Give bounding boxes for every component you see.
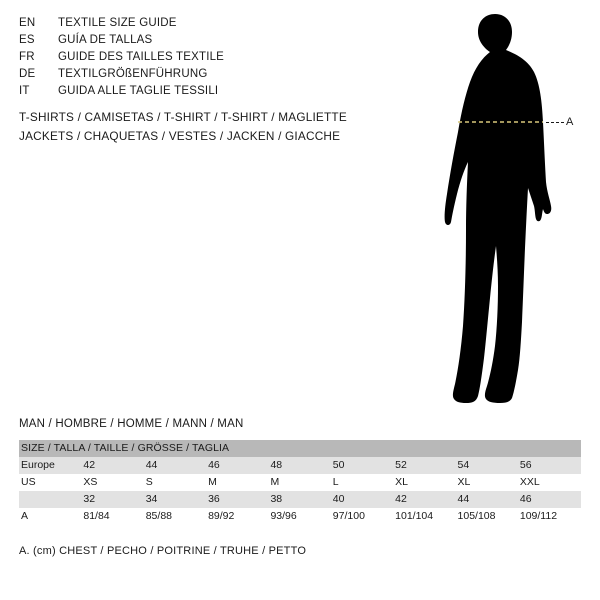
cell: 48 — [268, 457, 330, 474]
language-code: ES — [19, 34, 35, 46]
row-label: A — [19, 508, 81, 525]
table-caption: MAN / HOMBRE / HOMME / MANN / MAN — [19, 418, 244, 430]
footnote: A. (cm) CHEST / PECHO / POITRINE / TRUHE / PETTO — [19, 545, 307, 557]
cell: M — [268, 474, 330, 491]
language-row — [19, 68, 379, 85]
cell: 52 — [393, 457, 455, 474]
cell: 93/96 — [268, 508, 330, 525]
cell: 42 — [81, 457, 143, 474]
cell: XXL — [518, 474, 581, 491]
language-list — [19, 17, 379, 102]
cell: 44 — [144, 457, 206, 474]
table-row — [19, 491, 581, 508]
cell: 40 — [331, 491, 393, 508]
chest-measure-line — [400, 10, 600, 410]
cell: XS — [81, 474, 143, 491]
language-code: IT — [19, 85, 30, 97]
row-label: US — [19, 474, 81, 491]
garment-line-jackets: JACKETS / CHAQUETAS / VESTES / JACKEN / GIACCHE — [19, 129, 341, 143]
language-code: FR — [19, 51, 35, 63]
language-row — [19, 51, 379, 68]
cell: 109/112 — [518, 508, 581, 525]
chest-pointer-dashes — [546, 122, 564, 125]
cell: XL — [393, 474, 455, 491]
cell: 32 — [81, 491, 143, 508]
cell: 36 — [206, 491, 268, 508]
row-label: Europe — [19, 457, 81, 474]
cell: M — [206, 474, 268, 491]
table-row — [19, 508, 581, 525]
language-row — [19, 85, 379, 102]
cell: L — [331, 474, 393, 491]
language-text: GUIDE DES TAILLES TEXTILE — [58, 51, 225, 63]
garment-line-tshirts: T-SHIRTS / CAMISETAS / T-SHIRT / T-SHIRT / MAGLIETTE — [19, 110, 347, 124]
cell: 105/108 — [456, 508, 518, 525]
chest-marker-label: A — [566, 116, 574, 128]
cell: 101/104 — [393, 508, 455, 525]
cell: 50 — [331, 457, 393, 474]
cell: 54 — [456, 457, 518, 474]
male-silhouette-figure — [400, 10, 600, 410]
cell: 38 — [268, 491, 330, 508]
cell: 46 — [518, 491, 581, 508]
cell: XL — [456, 474, 518, 491]
size-table — [19, 440, 581, 525]
cell: 34 — [144, 491, 206, 508]
language-text: GUÍA DE TALLAS — [58, 34, 153, 46]
cell: 97/100 — [331, 508, 393, 525]
language-text: TEXTILGRÖßENFÜHRUNG — [58, 68, 208, 80]
cell: 85/88 — [144, 508, 206, 525]
cell: S — [144, 474, 206, 491]
cell: 42 — [393, 491, 455, 508]
language-row — [19, 17, 379, 34]
language-row — [19, 34, 379, 51]
language-code: EN — [19, 17, 36, 29]
cell: 46 — [206, 457, 268, 474]
table-header-row — [19, 440, 581, 457]
cell: 89/92 — [206, 508, 268, 525]
cell: 56 — [518, 457, 581, 474]
language-code: DE — [19, 68, 36, 80]
size-table-area — [19, 418, 581, 525]
garment-categories — [19, 110, 419, 148]
table-row — [19, 474, 581, 491]
language-text: GUIDA ALLE TAGLIE TESSILI — [58, 85, 219, 97]
cell: 44 — [456, 491, 518, 508]
table-header-label: SIZE / TALLA / TAILLE / GRÖSSE / TAGLIA — [19, 440, 581, 457]
language-text: TEXTILE SIZE GUIDE — [58, 17, 177, 29]
row-label — [19, 491, 81, 508]
cell: 81/84 — [81, 508, 143, 525]
table-row — [19, 457, 581, 474]
